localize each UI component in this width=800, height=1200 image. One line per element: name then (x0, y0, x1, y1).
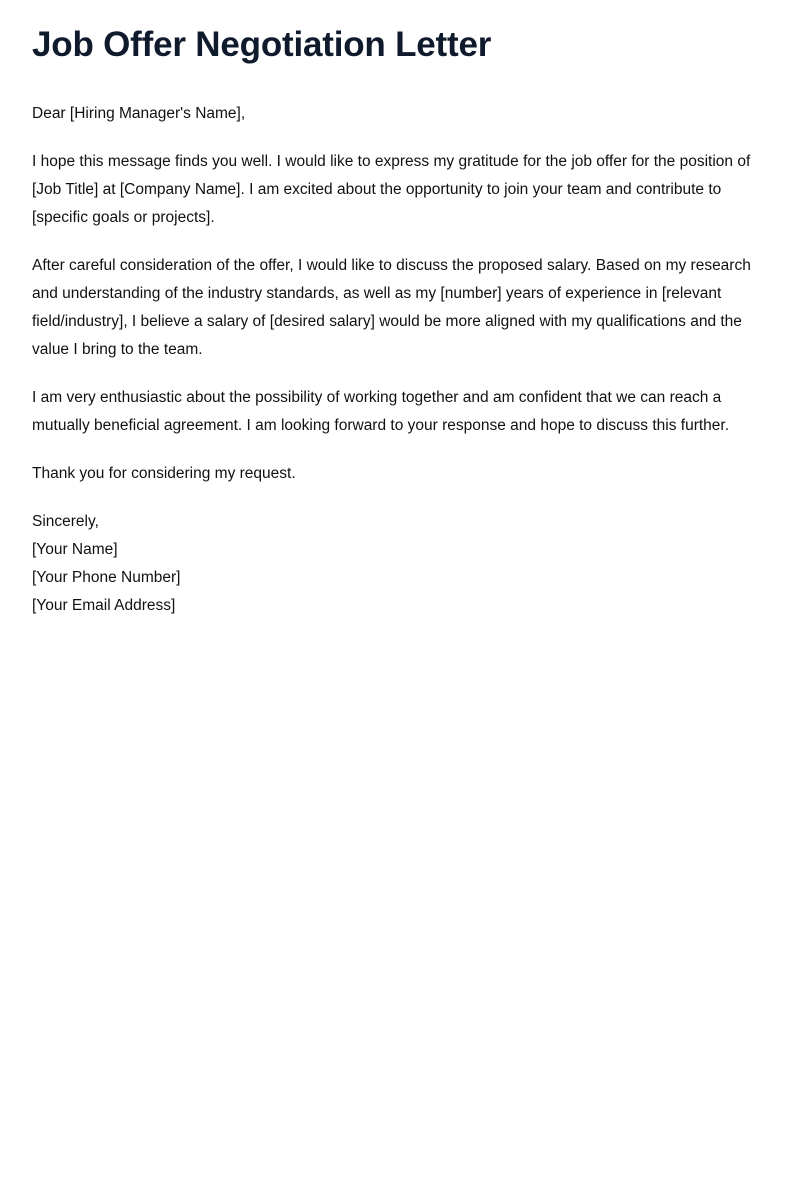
paragraph-salary-discussion: After careful consideration of the offer, I would like to discuss the proposed salary. Based on my research and understanding of the industry standards, as well as my [number] years of experience in [relevant field/industry], I believe a salary of [desired salary] would be more aligned with my qualifications and the value I bring to the team. (32, 257, 751, 358)
signature-email: [Your Email Address] (32, 597, 176, 614)
letter-body (32, 100, 768, 620)
signature-name: [Your Name] (32, 541, 118, 558)
paragraph-thanks: Thank you for considering my request. (32, 465, 296, 482)
paragraph-gratitude: I hope this message finds you well. I would like to express my gratitude for the job offer for the position of [Job Title] at [Company Name]. I am excited about the opportunity to join your team and contribute to [specific goals or projects]. (32, 153, 751, 226)
signature-block (32, 508, 768, 620)
page-title: Job Offer Negotiation Letter (32, 25, 492, 64)
signature-phone: [Your Phone Number] (32, 569, 181, 586)
salutation: Dear [Hiring Manager's Name], (32, 105, 246, 122)
paragraph-enthusiasm: I am very enthusiastic about the possibility of working together and am confident that we can reach a mutually beneficial agreement. I am looking forward to your response and hope to discuss this further. (32, 389, 730, 434)
closing: Sincerely, (32, 513, 99, 530)
